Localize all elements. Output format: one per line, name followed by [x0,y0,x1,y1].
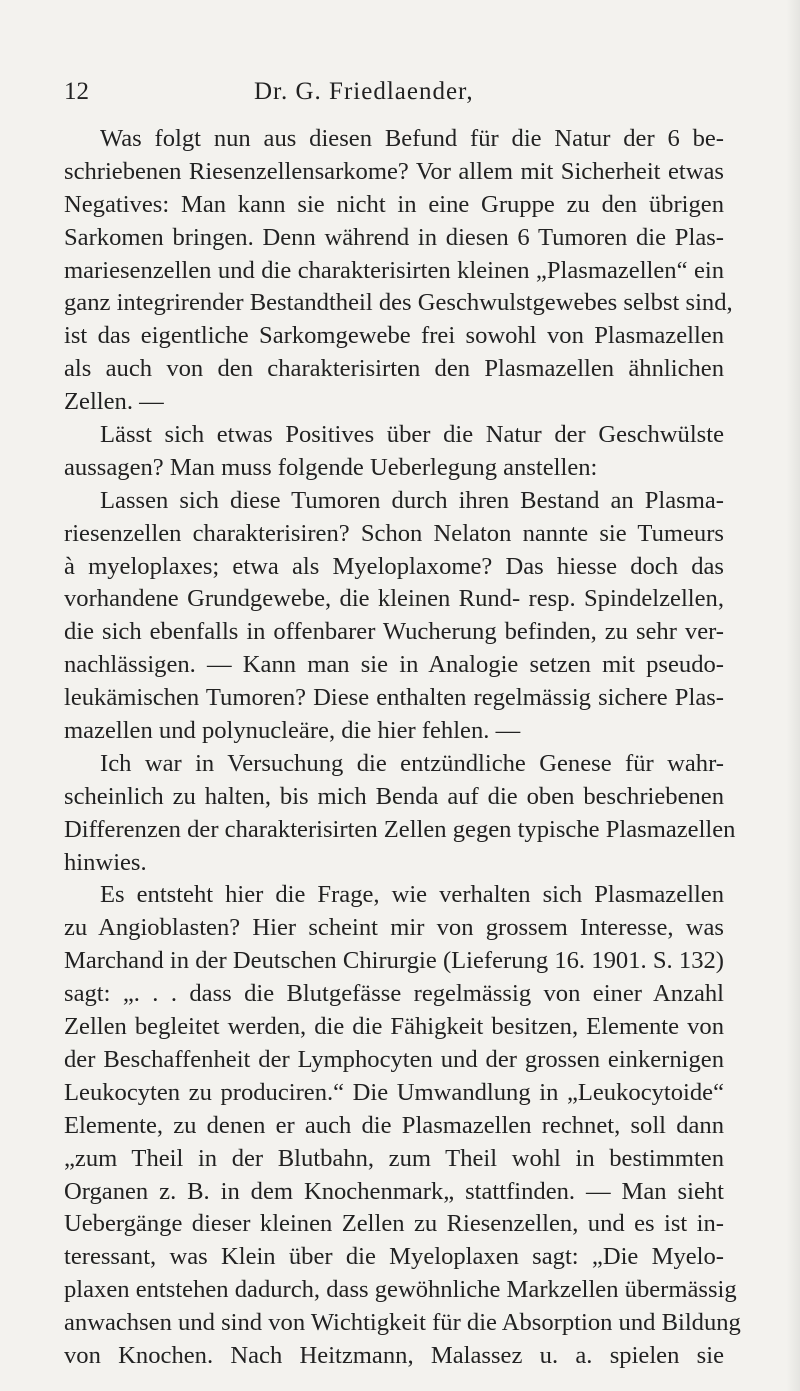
text-line: Negatives: Man kann sie nicht in eine Gruppe zu den übrigen [64,190,724,218]
page-edge-shadow [786,0,800,1391]
text-line: mazellen und polynucleäre, die hier fehlen. — [64,717,521,745]
running-head: Dr. G. Friedlaender, [254,78,474,105]
text-line: teressant, was Klein über die Myeloplaxen sagt: „Die Myelo- [64,1243,724,1271]
text-line: Elemente, zu denen er auch die Plasmazellen rechnet, soll dann [64,1111,724,1139]
text-line: als auch von den charakterisirten den Plasmazellen ähnlichen [64,355,724,383]
text-line: Zellen. — [64,388,164,416]
text-line: Lassen sich diese Tumoren durch ihren Bestand an Plasma- [100,486,724,514]
text-line: mariesenzellen und die charakterisirten kleinen „Plasmazellen“ ein [64,256,724,284]
text-line: „zum Theil in der Blutbahn, zum Theil wohl in bestimmten [64,1144,724,1172]
text-line: zu Angioblasten? Hier scheint mir von grossem Interesse, was [64,914,724,942]
text-line: Ich war in Versuchung die entzündliche Genese für wahr- [100,749,724,777]
text-line: vorhandene Grundgewebe, die kleinen Rund- resp. Spindelzellen, [64,585,724,613]
text-line: nachlässigen. — Kann man sie in Analogie setzen mit pseudo- [64,651,724,679]
text-line: sagt: „. . . dass die Blutgefässe regelmässig von einer Anzahl [64,980,724,1008]
text-line: Differenzen der charakterisirten Zellen gegen typische Plasmazellen [64,815,736,843]
text-line: die sich ebenfalls in offenbarer Wucherung befinden, zu sehr ver- [64,618,724,646]
text-line: von Knochen. Nach Heitzmann, Malassez u. a. spielen sie [64,1341,724,1369]
page-number: 12 [64,78,89,105]
text-line: à myeloplaxes; etwa als Myeloplaxome? Das hiesse doch das [64,552,724,580]
text-line: hinwies. [64,848,147,876]
body-text [64,123,741,1373]
text-line: anwachsen und sind von Wichtigkeit für die Absorption und Bildung [64,1309,741,1337]
text-line: Leukocyten zu produciren.“ Die Umwandlung in „Leukocytoide“ [64,1078,724,1106]
text-line: aussagen? Man muss folgende Ueberlegung anstellen: [64,453,598,481]
page-header [64,78,724,114]
text-line: plaxen entstehen dadurch, dass gewöhnliche Markzellen übermässig [64,1276,737,1304]
text-line: Was folgt nun aus diesen Befund für die Natur der 6 be- [100,125,724,152]
text-line: Zellen begleitet werden, die die Fähigkeit besitzen, Elemente von [64,1013,724,1041]
text-line: der Beschaffenheit der Lymphocyten und der grossen einkernigen [64,1045,724,1073]
text-line: riesenzellen charakterisiren? Schon Nelaton nannte sie Tumeurs [64,519,724,547]
text-line: schriebenen Riesenzellensarkome? Vor allem mit Sicherheit etwas [64,157,724,185]
text-line: ganz integrirender Bestandtheil des Geschwulstgewebes selbst sind, [64,289,733,317]
text-line: Organen z. B. in dem Knochenmark„ stattfinden. — Man sieht [64,1177,724,1205]
text-line: ist das eigentliche Sarkomgewebe frei sowohl von Plasmazellen [64,322,724,350]
text-line: Es entsteht hier die Frage, wie verhalten sich Plasmazellen [100,881,724,909]
text-line: Lässt sich etwas Positives über die Natur der Geschwülste [100,421,724,449]
text-line: Sarkomen bringen. Denn während in diesen 6 Tumoren die Plas- [64,223,724,251]
text-line: leukämischen Tumoren? Diese enthalten regelmässig sichere Plas- [64,684,724,712]
text-line: scheinlich zu halten, bis mich Benda auf die oben beschriebenen [64,782,724,810]
text-line: Uebergänge dieser kleinen Zellen zu Riesenzellen, und es ist in- [64,1210,724,1238]
text-line: Marchand in der Deutschen Chirurgie (Lieferung 16. 1901. S. 132) [64,947,724,975]
